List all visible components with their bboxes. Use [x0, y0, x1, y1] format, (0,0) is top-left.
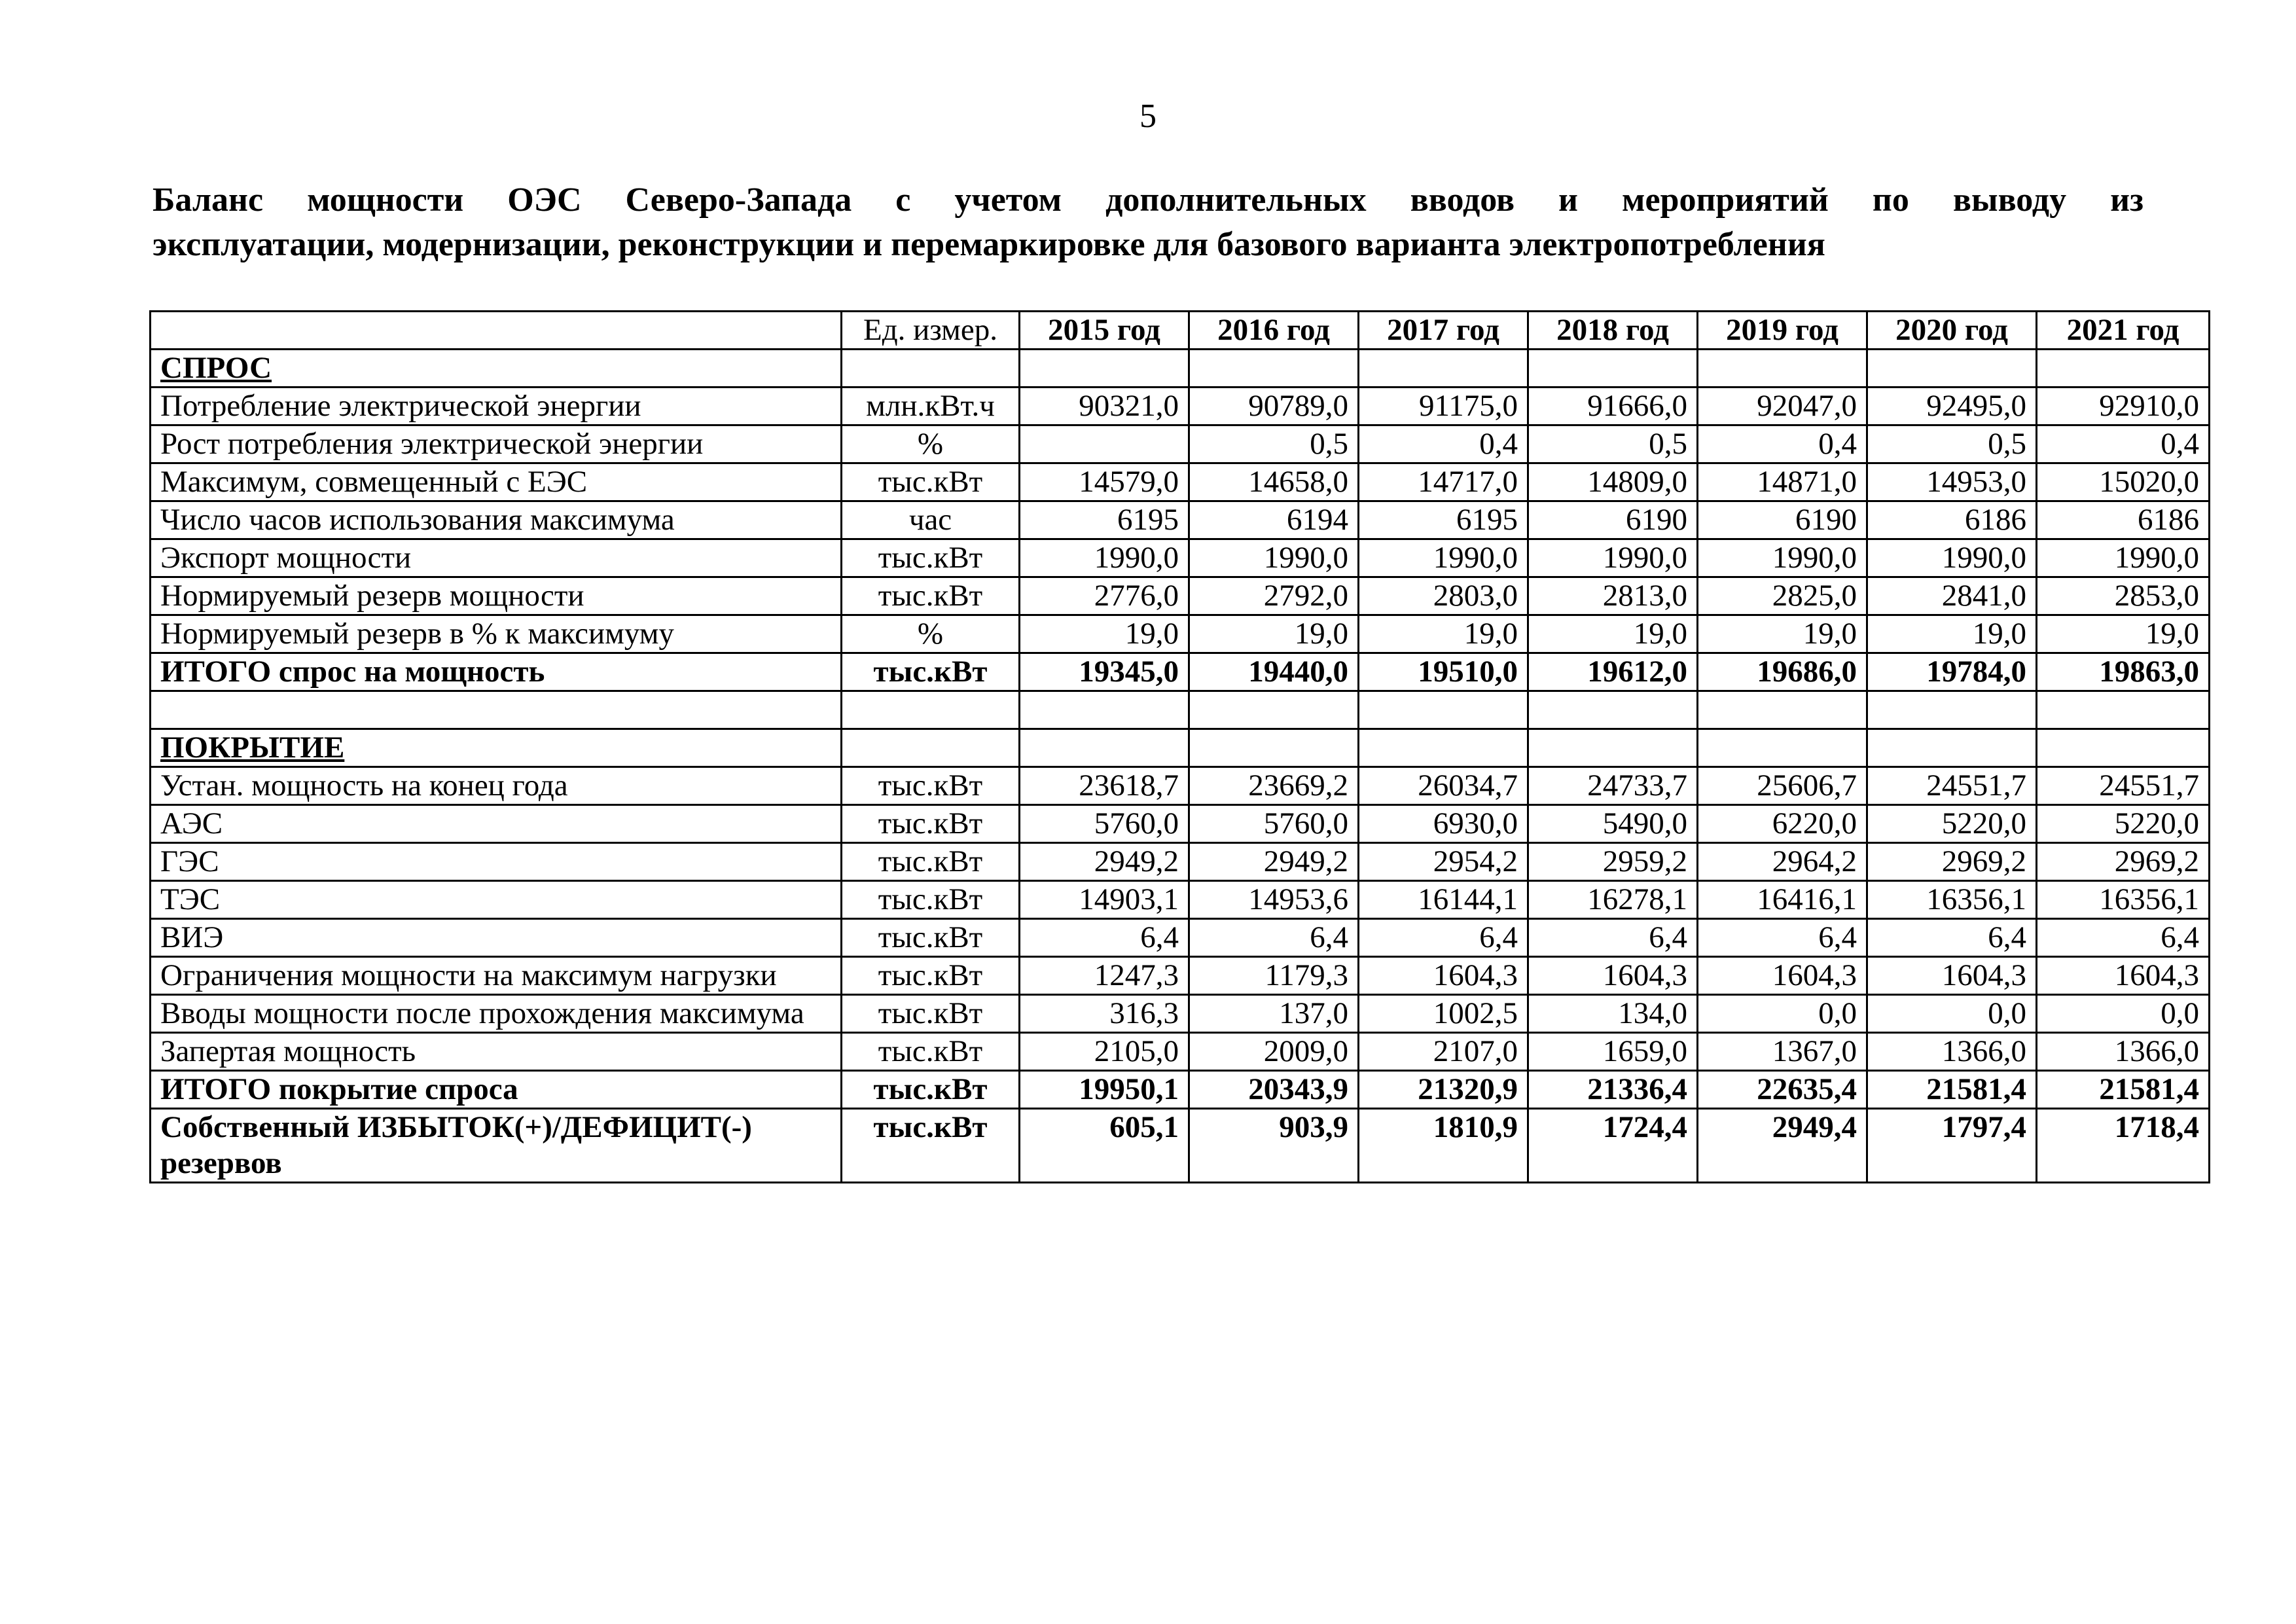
value-cell: 1604,3: [1698, 957, 1867, 995]
supply-row: [151, 805, 2210, 843]
empty-cell: [1867, 691, 2037, 729]
row-unit: тыс.кВт: [842, 767, 1020, 805]
empty-cell: [1020, 691, 1189, 729]
value-cell: 0,4: [1698, 425, 1867, 463]
value-cell: 6195: [1020, 501, 1189, 539]
value-cell: 21336,4: [1528, 1071, 1698, 1109]
value-cell: 605,1: [1020, 1109, 1189, 1183]
empty-cell: [2037, 350, 2210, 388]
value-cell: 1718,4: [2037, 1109, 2210, 1183]
supply-total-row: [151, 1071, 2210, 1109]
value-cell: 2803,0: [1359, 577, 1528, 615]
row-label: Максимум, совмещенный с ЕЭС: [151, 463, 842, 501]
supply-row: [151, 957, 2210, 995]
value-cell: 14871,0: [1698, 463, 1867, 501]
value-cell: 6194: [1189, 501, 1359, 539]
value-cell: 2969,2: [1867, 843, 2037, 881]
row-label: Устан. мощность на конец года: [151, 767, 842, 805]
value-cell: 2776,0: [1020, 577, 1189, 615]
row-label: ТЭС: [151, 881, 842, 919]
value-cell: 2825,0: [1698, 577, 1867, 615]
value-cell: 24551,7: [2037, 767, 2210, 805]
empty-cell: [1020, 729, 1189, 767]
value-cell: 1366,0: [1867, 1033, 2037, 1071]
empty-cell: [1359, 691, 1528, 729]
value-cell: [1020, 425, 1189, 463]
row-unit: тыс.кВт: [842, 577, 1020, 615]
empty-cell: [842, 691, 1020, 729]
row-unit: тыс.кВт: [842, 919, 1020, 957]
row-unit: тыс.кВт: [842, 843, 1020, 881]
row-label: АЭС: [151, 805, 842, 843]
value-cell: 6,4: [1698, 919, 1867, 957]
header-unit: Ед. измер.: [842, 312, 1020, 350]
value-cell: 21581,4: [2037, 1071, 2210, 1109]
value-cell: 14903,1: [1020, 881, 1189, 919]
value-cell: 2813,0: [1528, 577, 1698, 615]
value-cell: 2969,2: [2037, 843, 2210, 881]
value-cell: 0,4: [1359, 425, 1528, 463]
empty-cell: [1867, 350, 2037, 388]
value-cell: 6,4: [1189, 919, 1359, 957]
value-cell: 2964,2: [1698, 843, 1867, 881]
value-cell: 1990,0: [1359, 539, 1528, 577]
supply-row: [151, 919, 2210, 957]
value-cell: 1179,3: [1189, 957, 1359, 995]
section-title-demand: СПРОС: [151, 350, 842, 388]
header-year: 2018 год: [1528, 312, 1698, 350]
row-label: Число часов использования максимума: [151, 501, 842, 539]
supply-row: [151, 843, 2210, 881]
value-cell: 1604,3: [1359, 957, 1528, 995]
value-cell: 6,4: [1359, 919, 1528, 957]
supply-row: [151, 995, 2210, 1033]
power-balance-table: [149, 310, 2210, 1183]
value-cell: 21320,9: [1359, 1071, 1528, 1109]
value-cell: 16278,1: [1528, 881, 1698, 919]
value-cell: 1990,0: [2037, 539, 2210, 577]
row-label: Вводы мощности после прохождения максимума: [151, 995, 842, 1033]
value-cell: 14953,6: [1189, 881, 1359, 919]
surplus-row: [151, 1109, 2210, 1183]
value-cell: 0,0: [1867, 995, 2037, 1033]
value-cell: 14717,0: [1359, 463, 1528, 501]
value-cell: 0,0: [1698, 995, 1867, 1033]
value-cell: 1990,0: [1698, 539, 1867, 577]
value-cell: 19950,1: [1020, 1071, 1189, 1109]
row-unit: час: [842, 501, 1020, 539]
value-cell: 5220,0: [1867, 805, 2037, 843]
value-cell: 19,0: [1867, 615, 2037, 653]
empty-cell: [2037, 729, 2210, 767]
row-label: Нормируемый резерв в % к максимуму: [151, 615, 842, 653]
value-cell: 0,5: [1528, 425, 1698, 463]
value-cell: 1367,0: [1698, 1033, 1867, 1071]
row-unit: тыс.кВт: [842, 463, 1020, 501]
value-cell: 5490,0: [1528, 805, 1698, 843]
value-cell: 5760,0: [1020, 805, 1189, 843]
value-cell: 903,9: [1189, 1109, 1359, 1183]
value-cell: 19,0: [1020, 615, 1189, 653]
value-cell: 14953,0: [1867, 463, 2037, 501]
value-cell: 2949,2: [1189, 843, 1359, 881]
value-cell: 1990,0: [1189, 539, 1359, 577]
value-cell: 19440,0: [1189, 653, 1359, 691]
value-cell: 2853,0: [2037, 577, 2210, 615]
value-cell: 1797,4: [1867, 1109, 2037, 1183]
value-cell: 14658,0: [1189, 463, 1359, 501]
value-cell: 16356,1: [1867, 881, 2037, 919]
row-unit: тыс.кВт: [842, 957, 1020, 995]
row-unit: %: [842, 615, 1020, 653]
row-label: Нормируемый резерв мощности: [151, 577, 842, 615]
value-cell: 6,4: [1528, 919, 1698, 957]
value-cell: 1990,0: [1020, 539, 1189, 577]
value-cell: 91175,0: [1359, 388, 1528, 425]
value-cell: 92910,0: [2037, 388, 2210, 425]
header-row: [151, 312, 2210, 350]
value-cell: 6190: [1528, 501, 1698, 539]
value-cell: 26034,7: [1359, 767, 1528, 805]
value-cell: 20343,9: [1189, 1071, 1359, 1109]
value-cell: 2107,0: [1359, 1033, 1528, 1071]
empty-cell: [842, 729, 1020, 767]
demand-row: [151, 539, 2210, 577]
header-year: 2017 год: [1359, 312, 1528, 350]
row-unit: тыс.кВт: [842, 1109, 1020, 1183]
empty-cell: [1189, 691, 1359, 729]
value-cell: 23669,2: [1189, 767, 1359, 805]
value-cell: 6186: [2037, 501, 2210, 539]
value-cell: 2841,0: [1867, 577, 2037, 615]
value-cell: 19686,0: [1698, 653, 1867, 691]
row-unit: тыс.кВт: [842, 653, 1020, 691]
value-cell: 0,5: [1189, 425, 1359, 463]
value-cell: 19,0: [1528, 615, 1698, 653]
header-label-cell: [151, 312, 842, 350]
row-label: ИТОГО покрытие спроса: [151, 1071, 842, 1109]
value-cell: 0,0: [2037, 995, 2210, 1033]
value-cell: 14579,0: [1020, 463, 1189, 501]
value-cell: 6930,0: [1359, 805, 1528, 843]
value-cell: 6,4: [1867, 919, 2037, 957]
demand-row: [151, 615, 2210, 653]
title-line-2: эксплуатации, модернизации, реконструкции и перемаркировке для базового варианта электропотребления: [152, 226, 1825, 263]
header-year: 2020 год: [1867, 312, 2037, 350]
value-cell: 15020,0: [2037, 463, 2210, 501]
supply-row: [151, 1033, 2210, 1071]
document-title: [152, 178, 2144, 267]
value-cell: 1604,3: [1528, 957, 1698, 995]
value-cell: 16416,1: [1698, 881, 1867, 919]
empty-cell: [1189, 350, 1359, 388]
value-cell: 19,0: [1698, 615, 1867, 653]
value-cell: 25606,7: [1698, 767, 1867, 805]
value-cell: 1990,0: [1867, 539, 2037, 577]
value-cell: 0,5: [1867, 425, 2037, 463]
blank-row: [151, 691, 2210, 729]
value-cell: 134,0: [1528, 995, 1698, 1033]
value-cell: 6,4: [2037, 919, 2210, 957]
value-cell: 1659,0: [1528, 1033, 1698, 1071]
value-cell: 16356,1: [2037, 881, 2210, 919]
row-unit: тыс.кВт: [842, 1033, 1020, 1071]
demand-row: [151, 577, 2210, 615]
empty-cell: [1528, 691, 1698, 729]
value-cell: 1366,0: [2037, 1033, 2210, 1071]
row-unit: тыс.кВт: [842, 805, 1020, 843]
row-label: ИТОГО спрос на мощность: [151, 653, 842, 691]
empty-cell: [2037, 691, 2210, 729]
supply-row: [151, 767, 2210, 805]
value-cell: 6186: [1867, 501, 2037, 539]
value-cell: 1810,9: [1359, 1109, 1528, 1183]
value-cell: 1604,3: [1867, 957, 2037, 995]
row-label: ВИЭ: [151, 919, 842, 957]
value-cell: 1247,3: [1020, 957, 1189, 995]
value-cell: 19345,0: [1020, 653, 1189, 691]
value-cell: 316,3: [1020, 995, 1189, 1033]
header-year: 2021 год: [2037, 312, 2210, 350]
value-cell: 91666,0: [1528, 388, 1698, 425]
row-label: ГЭС: [151, 843, 842, 881]
value-cell: 137,0: [1189, 995, 1359, 1033]
header-year: 2015 год: [1020, 312, 1189, 350]
value-cell: 2792,0: [1189, 577, 1359, 615]
row-label: Ограничения мощности на максимум нагрузки: [151, 957, 842, 995]
value-cell: 19863,0: [2037, 653, 2210, 691]
row-unit: тыс.кВт: [842, 539, 1020, 577]
supply-row: [151, 881, 2210, 919]
value-cell: 92047,0: [1698, 388, 1867, 425]
value-cell: 16144,1: [1359, 881, 1528, 919]
value-cell: 92495,0: [1867, 388, 2037, 425]
value-cell: 22635,4: [1698, 1071, 1867, 1109]
empty-cell: [842, 350, 1020, 388]
empty-cell: [1698, 729, 1867, 767]
empty-cell: [1698, 691, 1867, 729]
value-cell: 5760,0: [1189, 805, 1359, 843]
empty-cell: [151, 691, 842, 729]
value-cell: 5220,0: [2037, 805, 2210, 843]
value-cell: 2954,2: [1359, 843, 1528, 881]
value-cell: 1604,3: [2037, 957, 2210, 995]
value-cell: 19612,0: [1528, 653, 1698, 691]
value-cell: 2009,0: [1189, 1033, 1359, 1071]
value-cell: 1002,5: [1359, 995, 1528, 1033]
demand-row: [151, 388, 2210, 425]
value-cell: 2949,2: [1020, 843, 1189, 881]
value-cell: 24733,7: [1528, 767, 1698, 805]
value-cell: 6190: [1698, 501, 1867, 539]
section-title-supply: ПОКРЫТИЕ: [151, 729, 842, 767]
demand-total-row: [151, 653, 2210, 691]
value-cell: 90321,0: [1020, 388, 1189, 425]
value-cell: 2105,0: [1020, 1033, 1189, 1071]
value-cell: 19,0: [1359, 615, 1528, 653]
row-unit: тыс.кВт: [842, 881, 1020, 919]
row-label: Собственный ИЗБЫТОК(+)/ДЕФИЦИТ(-) резервов: [151, 1109, 842, 1183]
value-cell: 19,0: [1189, 615, 1359, 653]
header-year: 2016 год: [1189, 312, 1359, 350]
value-cell: 19,0: [2037, 615, 2210, 653]
value-cell: 6220,0: [1698, 805, 1867, 843]
value-cell: 2949,4: [1698, 1109, 1867, 1183]
value-cell: 90789,0: [1189, 388, 1359, 425]
row-label: Рост потребления электрической энергии: [151, 425, 842, 463]
empty-cell: [1359, 729, 1528, 767]
empty-cell: [1698, 350, 1867, 388]
row-unit: %: [842, 425, 1020, 463]
value-cell: 0,4: [2037, 425, 2210, 463]
empty-cell: [1189, 729, 1359, 767]
value-cell: 23618,7: [1020, 767, 1189, 805]
row-unit: млн.кВт.ч: [842, 388, 1020, 425]
row-label: Запертая мощность: [151, 1033, 842, 1071]
demand-row: [151, 425, 2210, 463]
value-cell: 19784,0: [1867, 653, 2037, 691]
value-cell: 19510,0: [1359, 653, 1528, 691]
value-cell: 6195: [1359, 501, 1528, 539]
header-year: 2019 год: [1698, 312, 1867, 350]
empty-cell: [1867, 729, 2037, 767]
empty-cell: [1528, 729, 1698, 767]
row-label: Экспорт мощности: [151, 539, 842, 577]
value-cell: 6,4: [1020, 919, 1189, 957]
row-label: Потребление электрической энергии: [151, 388, 842, 425]
value-cell: 21581,4: [1867, 1071, 2037, 1109]
empty-cell: [1359, 350, 1528, 388]
demand-row: [151, 463, 2210, 501]
value-cell: 2959,2: [1528, 843, 1698, 881]
row-unit: тыс.кВт: [842, 995, 1020, 1033]
section-row-supply: [151, 729, 2210, 767]
value-cell: 1990,0: [1528, 539, 1698, 577]
value-cell: 14809,0: [1528, 463, 1698, 501]
value-cell: 1724,4: [1528, 1109, 1698, 1183]
page-number: 5: [1139, 98, 1157, 135]
demand-row: [151, 501, 2210, 539]
value-cell: 24551,7: [1867, 767, 2037, 805]
empty-cell: [1528, 350, 1698, 388]
title-line-1: Баланс мощности ОЭС Северо-Запада с учетом дополнительных вводов и мероприятий по выводу из: [152, 181, 2144, 219]
section-row-demand: [151, 350, 2210, 388]
empty-cell: [1020, 350, 1189, 388]
row-unit: тыс.кВт: [842, 1071, 1020, 1109]
